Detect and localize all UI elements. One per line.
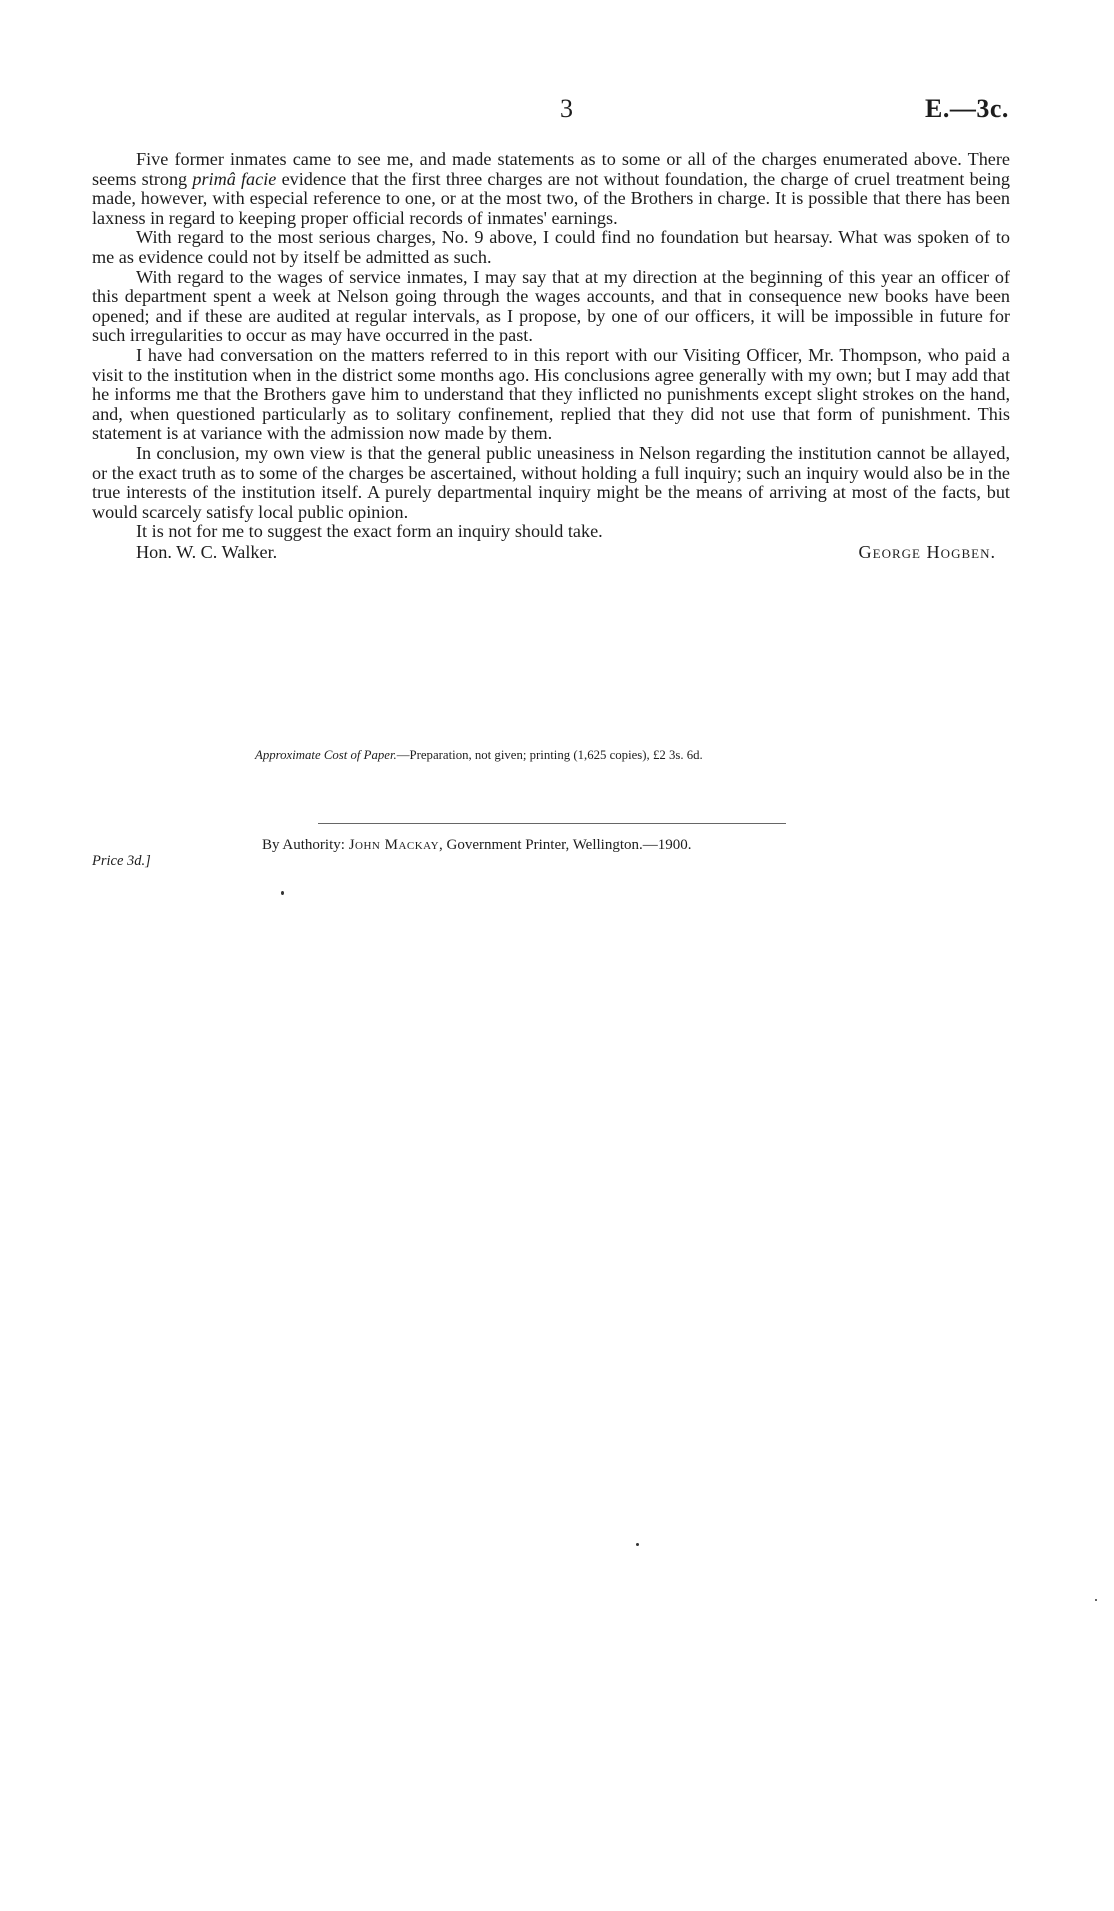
document-code: E.—3c. <box>925 94 1009 123</box>
italic-phrase: primâ facie <box>192 168 277 189</box>
page-number: 3 <box>560 94 573 123</box>
addressee: Hon. W. C. Walker. <box>136 541 278 562</box>
ink-speck <box>1095 1599 1097 1601</box>
cost-note-text: —Preparation, not given; printing (1,625 copies), £2 3s. 6d. <box>396 748 703 762</box>
price-note: Price 3d.] <box>92 853 151 869</box>
printer-imprint <box>262 836 692 854</box>
imprint-lead: By Authority: <box>262 837 349 853</box>
ink-speck <box>281 891 284 895</box>
paragraph-inquiry-form: It is not for me to suggest the exact form an inquiry should take. <box>136 521 603 542</box>
paragraph-wages: With regard to the wages of service inmates, I may say that at my direction at the beginning of this year an officer of this department spent a week at Nelson going through the wages accounts, and that in consequence new books have been opened; and if these are audited at regular intervals, as I propose, by one of our officers, it will be impossible in future for such irregularities to occur as may have occurred in the past. <box>92 266 1010 346</box>
imprint-tail: , Government Printer, Wellington.—1900. <box>439 837 692 853</box>
paragraph-text: Five former inmates came to see me, and made statements as to some or all of the charges enumerated above. There seems strong <box>92 149 1010 189</box>
paragraph-conclusion: In conclusion, my own view is that the general public uneasiness in Nelson regarding the institution cannot be allayed, or the exact truth as to some of the charges be ascertained, without holding a full inquiry; such an inquiry would also be in the true interests of the institution itself. A purely departmental inquiry might be the means of arriving at most of the facts, but would scarcely satisfy local public opinion. <box>92 442 1010 522</box>
ink-speck <box>636 1543 639 1546</box>
paragraph-text: evidence that the first three charges are not without foundation, the charge of cruel treatment being made, however, with especial reference to one, or at the most two, of the Brothers in charge. It is possible that there has been laxness in regard to keeping proper official records of inmates' earnings. <box>92 168 1010 228</box>
signatory: George Hogben. <box>858 541 996 562</box>
imprint-printer: John Mackay <box>348 837 440 853</box>
signature-row <box>92 543 1010 567</box>
paragraph-inmate-statements <box>92 150 1010 228</box>
cost-note-lead: Approximate Cost of Paper. <box>255 748 397 762</box>
report-body <box>92 150 1010 567</box>
paragraph-visiting-officer: I have had conversation on the matters referred to in this report with our Visiting Officer, Mr. Thompson, who paid a visit to the institution when in the district some months ago. His conclusions agree generally with my own; but I may add that he informs me that the Brothers gave him to understand that they inflicted no punishments except slight strokes on the hand, and, when questioned particularly as to solitary confinement, replied that they did not use that form of punishment. This statement is at variance with the admission now made by them. <box>92 344 1010 444</box>
footer-rule <box>318 823 786 824</box>
paragraph-serious-charges: With regard to the most serious charges, No. 9 above, I could find no foundation but hearsay. What was spoken of to me as evidence could not by itself be admitted as such. <box>92 227 1010 267</box>
cost-of-paper-note <box>255 747 703 763</box>
